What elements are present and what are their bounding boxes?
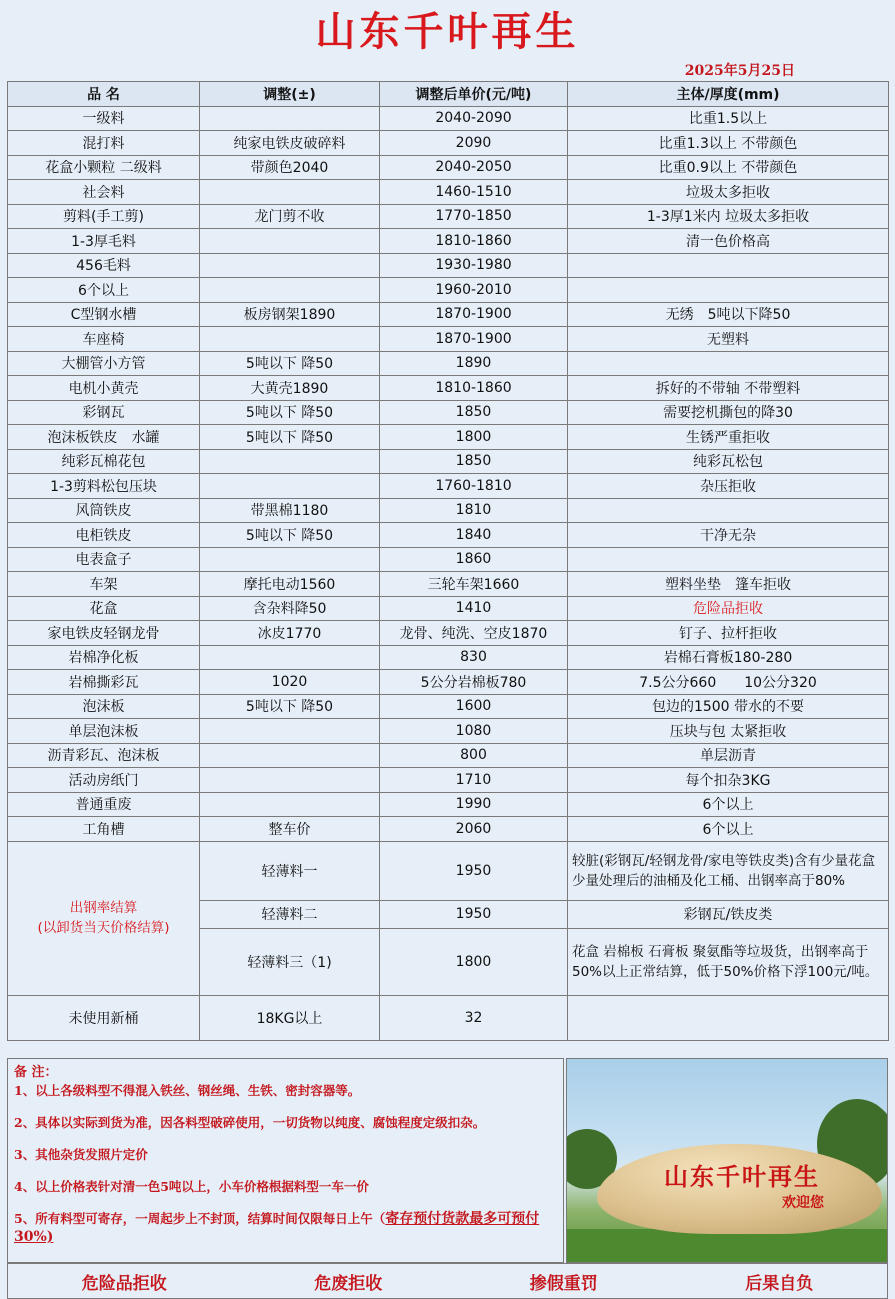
item-name: 1-3剪料松包压块 [8,474,200,499]
table-row [8,719,889,744]
steel-rate-note: (以卸货当天价格结算) [37,920,170,936]
item-adjust [200,743,380,768]
item-adjust: 5吨以下 降50 [200,351,380,376]
table-row [8,180,889,205]
table-row [8,670,889,695]
stone-text: 山东千叶再生 [664,1162,820,1191]
item-name: 泡沫板 [8,694,200,719]
table-row [8,229,889,254]
item-name: 岩棉撕彩瓦 [8,670,200,695]
item-spec: 钉子、拉杆拒收 [568,621,889,646]
item-name: 混打料 [8,131,200,156]
table-row [8,817,889,842]
header-name: 品 名 [8,82,200,107]
item-spec: 清一色价格高 [568,229,889,254]
price-rows [8,106,889,841]
item-price: 三轮车架1660 [380,572,568,597]
item-name: 电机小黄壳 [8,376,200,401]
item-spec [568,253,889,278]
item-price: 1850 [380,400,568,425]
steel-item-name: 轻薄料三（1) [200,928,380,995]
table-row [8,106,889,131]
item-name: 泡沫板铁皮 水罐 [8,425,200,450]
item-spec: 无绣 5吨以下降50 [568,302,889,327]
item-name: 纯彩瓦棉花包 [8,449,200,474]
steel-rate-title: 出钢率结算 [69,900,138,916]
item-price: 2060 [380,817,568,842]
table-row [8,204,889,229]
item-adjust [200,180,380,205]
item-adjust [200,253,380,278]
item-price: 1800 [380,425,568,450]
item-spec: 6个以上 [568,817,889,842]
item-spec: 每个扣杂3KG [568,768,889,793]
item-price: 800 [380,743,568,768]
item-adjust [200,106,380,131]
item-spec: 1-3厚1米内 垃圾太多拒收 [568,204,889,229]
table-row [8,131,889,156]
item-adjust: 板房钢架1890 [200,302,380,327]
item-name: 活动房纸门 [8,768,200,793]
note-3: 3、其他杂货发照片定价 [14,1147,148,1162]
item-name: 6个以上 [8,278,200,303]
item-adjust [200,474,380,499]
item-price: 1760-1810 [380,474,568,499]
steel-item-name: 轻薄料二 [200,900,380,928]
item-adjust: 整车价 [200,817,380,842]
item-adjust: 带颜色2040 [200,155,380,180]
item-name: 工角槽 [8,817,200,842]
item-adjust: 冰皮1770 [200,621,380,646]
item-adjust: 5吨以下 降50 [200,523,380,548]
item-adjust [200,792,380,817]
item-name: 大棚管小方管 [8,351,200,376]
item-adjust [200,645,380,670]
item-spec: 垃圾太多拒收 [568,180,889,205]
steel-item-name: 轻薄料一 [200,841,380,900]
table-row [8,694,889,719]
item-name: 社会料 [8,180,200,205]
table-row [8,621,889,646]
item-spec: 危险品拒收 [568,596,889,621]
table-row [8,792,889,817]
item-name: 电表盒子 [8,547,200,572]
item-spec: 压块与包 太紧拒收 [568,719,889,744]
steel-rate-section [8,841,889,1040]
item-name: 电柜铁皮 [8,523,200,548]
steel-rate-label [8,841,200,995]
item-name: 家电铁皮轻钢龙骨 [8,621,200,646]
header-spec: 主体/厚度(mm) [568,82,889,107]
item-name: 岩棉净化板 [8,645,200,670]
item-spec: 塑料坐垫 篷车拒收 [568,572,889,597]
steel-item-price: 1800 [380,928,568,995]
item-spec: 单层沥青 [568,743,889,768]
item-spec: 杂压拒收 [568,474,889,499]
item-adjust: 含杂料降50 [200,596,380,621]
item-price: 1840 [380,523,568,548]
footer-warning: 危废拒收 [314,1273,383,1294]
item-price: 1600 [380,694,568,719]
steel-item-desc: 花盒 岩棉板 石膏板 聚氨酯等垃圾货，出钢率高于50%以上正常结算，低于50%价格下浮100元/吨。 [568,928,889,995]
item-adjust: 纯家电铁皮破碎料 [200,131,380,156]
item-price: 1860 [380,547,568,572]
item-price: 龙骨、纯洗、空皮1870 [380,621,568,646]
item-adjust: 5吨以下 降50 [200,400,380,425]
notes-panel [7,1058,564,1263]
item-adjust: 5吨以下 降50 [200,425,380,450]
barrel-adjust: 18KG以上 [200,995,380,1040]
table-row [8,523,889,548]
item-spec: 干净无杂 [568,523,889,548]
item-name: 456毛料 [8,253,200,278]
note-4: 4、以上价格表针对清一色5吨以上，小车价格根据料型一车一价 [14,1179,369,1194]
item-spec: 岩棉石膏板180-280 [568,645,889,670]
item-price: 1930-1980 [380,253,568,278]
item-name: 1-3厚毛料 [8,229,200,254]
barrel-name: 未使用新桶 [8,995,200,1040]
date-label: 2025年5月25日 [684,63,795,79]
item-spec [568,498,889,523]
item-name: 车座椅 [8,327,200,352]
footer-warning: 危险品拒收 [81,1273,167,1294]
table-row [8,547,889,572]
note-5-text: 5、所有料型可寄存，一周起步上不封顶，结算时间仅限每日上午（ [14,1211,386,1226]
steel-item-price: 1950 [380,900,568,928]
footer-warnings [7,1263,888,1299]
table-row [8,155,889,180]
item-price: 1890 [380,351,568,376]
item-price: 1810 [380,498,568,523]
item-price: 830 [380,645,568,670]
item-price: 2040-2090 [380,106,568,131]
item-adjust: 大黄壳1890 [200,376,380,401]
table-row [8,768,889,793]
item-spec: 6个以上 [568,792,889,817]
table-row [8,841,889,900]
item-adjust [200,719,380,744]
item-price: 5公分岩棉板780 [380,670,568,695]
item-spec: 7.5公分660 10公分320 [568,670,889,695]
item-spec: 需要挖机撕包的降30 [568,400,889,425]
table-row [8,351,889,376]
stone-subtext: 欢迎您 [782,1195,824,1211]
item-adjust: 带黑棉1180 [200,498,380,523]
item-price: 1710 [380,768,568,793]
item-adjust [200,547,380,572]
item-price: 1810-1860 [380,229,568,254]
table-row [8,596,889,621]
item-adjust [200,278,380,303]
item-name: C型钢水槽 [8,302,200,327]
table-row [8,253,889,278]
item-price: 1870-1900 [380,327,568,352]
item-spec [568,278,889,303]
price-table [7,81,889,1041]
table-header-row [8,82,889,107]
item-name: 花盒小颗粒 二级料 [8,155,200,180]
note-5 [14,1210,557,1246]
table-row [8,995,889,1040]
item-name: 单层泡沫板 [8,719,200,744]
page-title: 山东千叶再生 [315,8,580,55]
note-5-highlight: 寄存预付货款最多可预付30%) [14,1211,540,1245]
item-price: 1990 [380,792,568,817]
item-spec: 纯彩瓦松包 [568,449,889,474]
item-price: 1770-1850 [380,204,568,229]
item-price: 1870-1900 [380,302,568,327]
item-spec: 比重1.3以上 不带颜色 [568,131,889,156]
table-row [8,572,889,597]
barrel-spec [568,995,889,1040]
table-row [8,327,889,352]
item-adjust: 5吨以下 降50 [200,694,380,719]
item-spec [568,547,889,572]
footer-warning: 掺假重罚 [529,1273,598,1294]
item-spec [568,351,889,376]
item-spec: 包边的1500 带水的不要 [568,694,889,719]
table-row [8,498,889,523]
item-name: 剪料(手工剪) [8,204,200,229]
steel-item-desc: 彩钢瓦/铁皮类 [568,900,889,928]
item-name: 沥青彩瓦、泡沫板 [8,743,200,768]
table-row [8,743,889,768]
note-2: 2、具体以实际到货为准，因各料型破碎使用，一切货物以纯度、腐蚀程度定级扣杂。 [14,1115,486,1130]
footer-warning: 后果自负 [745,1273,814,1294]
item-adjust: 摩托电动1560 [200,572,380,597]
item-price: 1850 [380,449,568,474]
item-adjust: 龙门剪不收 [200,204,380,229]
item-price: 1460-1510 [380,180,568,205]
item-price: 1410 [380,596,568,621]
item-price: 2090 [380,131,568,156]
item-adjust [200,229,380,254]
table-row [8,376,889,401]
item-name: 彩钢瓦 [8,400,200,425]
item-price: 1080 [380,719,568,744]
steel-item-price: 1950 [380,841,568,900]
item-spec: 无塑料 [568,327,889,352]
item-name: 车架 [8,572,200,597]
item-spec: 生锈严重拒收 [568,425,889,450]
table-row [8,302,889,327]
table-row [8,645,889,670]
welcome-stone-photo [566,1058,888,1263]
header-adjust: 调整(±) [200,82,380,107]
item-name: 普通重废 [8,792,200,817]
item-spec: 比重1.5以上 [568,106,889,131]
item-adjust [200,449,380,474]
header-price: 调整后单价(元/吨) [380,82,568,107]
item-price: 1960-2010 [380,278,568,303]
item-adjust [200,768,380,793]
item-name: 一级料 [8,106,200,131]
grass-shape [567,1229,888,1263]
table-row [8,278,889,303]
steel-item-desc: 较脏(彩钢瓦/轻钢龙骨/家电等铁皮类)含有少量花盒少量处理后的油桶及化工桶、出钢率高于80% [568,841,889,900]
table-row [8,400,889,425]
item-name: 风筒铁皮 [8,498,200,523]
item-adjust [200,327,380,352]
notes-heading: 备 注： [14,1065,58,1080]
item-spec: 拆好的不带轴 不带塑料 [568,376,889,401]
item-name: 花盒 [8,596,200,621]
item-spec: 比重0.9以上 不带颜色 [568,155,889,180]
item-price: 2040-2050 [380,155,568,180]
note-1: 1、以上各级料型不得混入铁丝、钢丝绳、生铁、密封容器等。 [14,1083,361,1098]
table-row [8,449,889,474]
table-row [8,425,889,450]
barrel-price: 32 [380,995,568,1040]
item-adjust: 1020 [200,670,380,695]
table-row [8,474,889,499]
item-price: 1810-1860 [380,376,568,401]
